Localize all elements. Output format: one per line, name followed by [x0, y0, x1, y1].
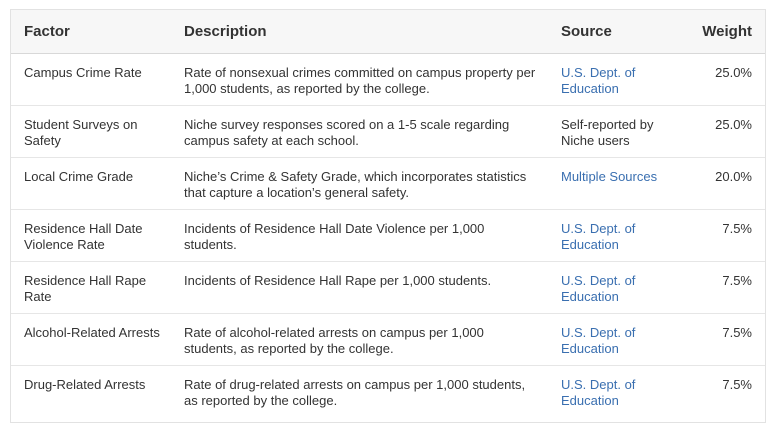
- table-row: [11, 106, 765, 158]
- methodology-table: [11, 10, 765, 418]
- factor-cell: Residence Hall Rape Rate: [11, 262, 171, 314]
- source-link[interactable]: U.S. Dept. of Education: [561, 273, 636, 304]
- weight-cell: 7.5%: [688, 366, 765, 418]
- source-cell: [548, 54, 688, 106]
- weight-cell: 25.0%: [715, 65, 752, 80]
- table-body: [11, 54, 765, 418]
- weight-cell: 7.5%: [688, 210, 765, 262]
- description-cell: Incidents of Residence Hall Rape per 1,000 students.: [171, 262, 548, 314]
- header-weight: Weight: [688, 10, 765, 54]
- description-cell: Rate of nonsexual crimes committed on campus property per 1,000 students, as reported by the college.: [184, 65, 536, 96]
- source-link[interactable]: U.S. Dept. of Education: [561, 221, 636, 252]
- source-cell: [548, 210, 688, 262]
- table-row: [11, 262, 765, 314]
- header-factor: Factor: [11, 10, 171, 54]
- header-source: Source: [548, 10, 688, 54]
- header-row: [11, 10, 765, 54]
- description-cell: Rate of drug-related arrests on campus per 1,000 students, as reported by the college.: [171, 366, 548, 418]
- factor-cell: Local Crime Grade: [11, 158, 171, 210]
- weight-cell: 20.0%: [688, 158, 765, 210]
- weight-cell: 7.5%: [688, 262, 765, 314]
- factor-cell: Campus Crime Rate: [24, 65, 142, 80]
- header-description: Description: [171, 10, 548, 54]
- source-link[interactable]: U.S. Dept. of Education: [561, 325, 636, 356]
- source-cell: [548, 106, 688, 158]
- weight-cell: 7.5%: [688, 314, 765, 366]
- table-row: [11, 158, 765, 210]
- source-cell: [548, 366, 688, 418]
- table-row: [11, 314, 765, 366]
- description-cell: Niche’s Crime & Safety Grade, which incorporates statistics that capture a location’s general safety.: [171, 158, 548, 210]
- description-cell: Niche survey responses scored on a 1-5 scale regarding campus safety at each school.: [171, 106, 548, 158]
- factor-cell: Student Surveys on Safety: [11, 106, 171, 158]
- table-row: [11, 210, 765, 262]
- source-link[interactable]: Multiple Sources: [561, 169, 658, 184]
- table-row: [11, 54, 765, 106]
- factor-cell: Alcohol-Related Arrests: [11, 314, 171, 366]
- methodology-table-container: [10, 9, 766, 423]
- source-cell: [548, 158, 688, 210]
- source-cell: [548, 314, 688, 366]
- table-row: [11, 366, 765, 418]
- source-link[interactable]: U.S. Dept. of Education: [561, 65, 636, 96]
- source-cell: [548, 262, 688, 314]
- description-cell: Rate of alcohol-related arrests on campus per 1,000 students, as reported by the college.: [171, 314, 548, 366]
- source-link[interactable]: U.S. Dept. of Education: [561, 377, 636, 408]
- table-header: [11, 10, 765, 54]
- weight-cell: 25.0%: [688, 106, 765, 158]
- source-text: Self-reported by Niche users: [561, 117, 654, 148]
- factor-cell: Residence Hall Date Violence Rate: [11, 210, 171, 262]
- description-cell: Incidents of Residence Hall Date Violence per 1,000 students.: [171, 210, 548, 262]
- factor-cell: Drug-Related Arrests: [11, 366, 171, 418]
